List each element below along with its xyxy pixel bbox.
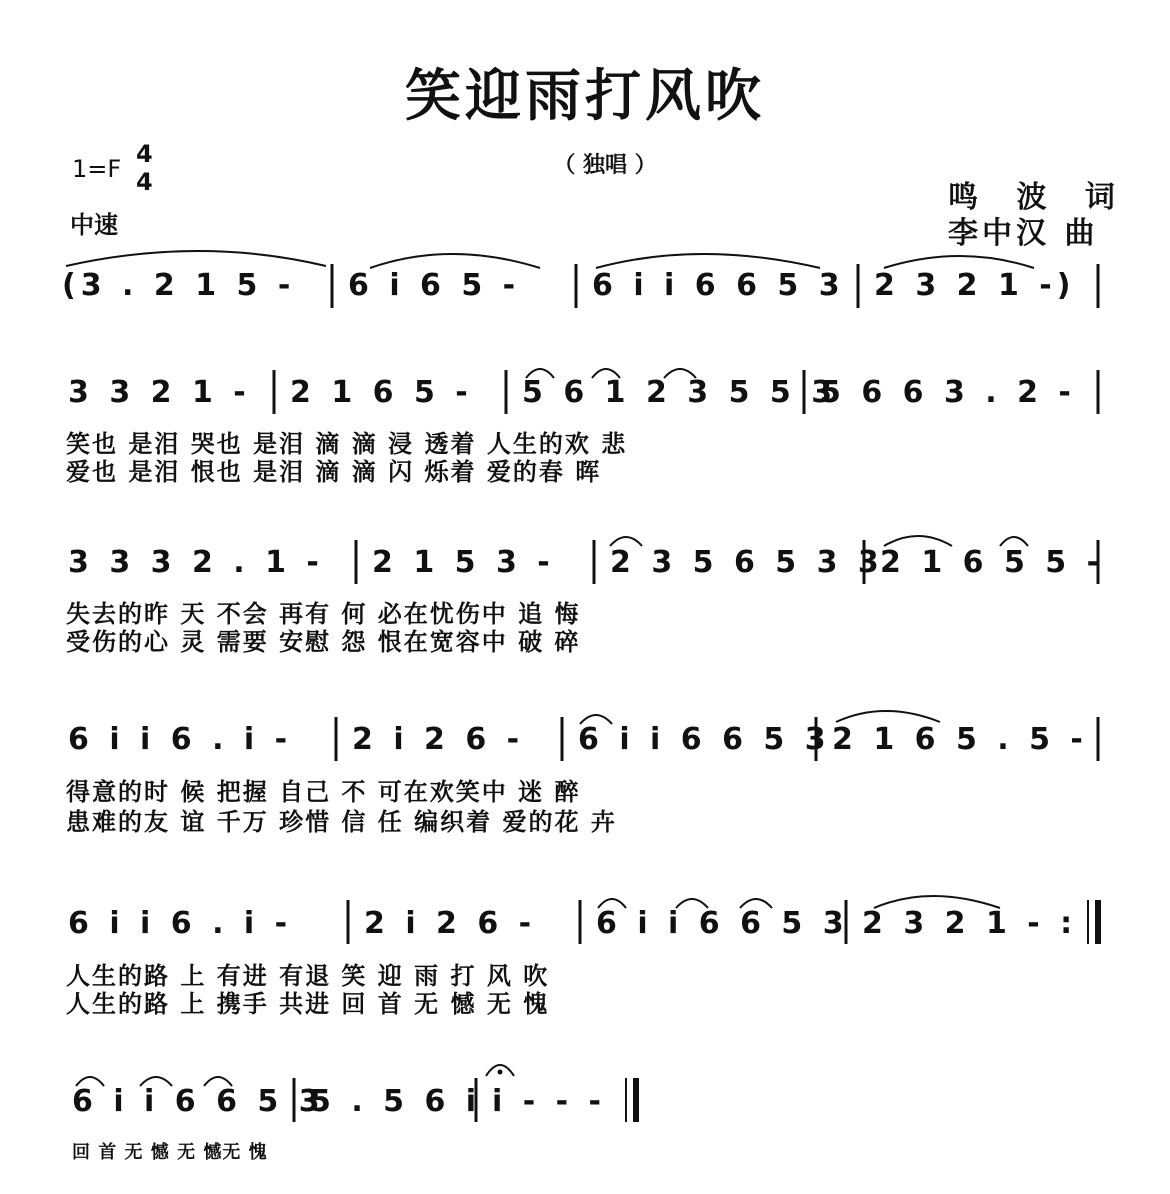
fermata-dot [498,1070,503,1075]
measure: 5 . 5 6 i [310,1084,482,1119]
lyric-line-1: 人生的路 上 有进 有退 笑 迎 雨 打 风 吹 [66,961,550,990]
time-signature-bottom: 4 [136,168,153,196]
bar-lines [274,264,1098,1122]
lyric-line-2: 爱也 是泪 恨也 是泪 滴 滴 闪 烁着 爱的春 晖 [66,457,602,486]
measure: 2 3 5 6 5 3 3 [610,545,884,580]
final-barline [626,1078,636,1122]
slur [596,254,820,268]
slur [664,369,696,378]
slur [610,537,642,546]
song-title: 笑迎雨打风吹 [405,63,765,129]
slur [204,1077,232,1086]
slur [676,899,708,908]
slurs [66,251,1034,1086]
measure: 6 i i 6 . i - [68,906,293,941]
measure: 2 1 6 5 5 - [880,545,1105,580]
measure: i - - - [492,1084,606,1119]
measure: 3 3 2 1 - [68,375,251,410]
measure: 6 i i 6 6 5 3 [592,268,845,303]
repeat-end-barline [1088,900,1098,944]
slur [370,254,540,268]
key-signature: 1=F [72,155,122,183]
slur [66,251,326,266]
time-signature-top: 4 [136,140,153,168]
measure: 6 i i 6 . i - [68,722,293,757]
composer-credit: 李中汉 曲 [948,216,1099,251]
slur [884,256,1034,268]
lyric-line-2: 人生的路 上 携手 共进 回 首 无 憾 无 愧 [66,989,550,1018]
lyric-line-1: 失去的昨 天 不会 再有 何 必在忧伤中 追 悔 [66,599,581,628]
lyric-line-1: 回 首 无 憾 无 憾无 愧 [72,1142,268,1163]
measure: 6 i 6 5 - [348,268,521,303]
slur [526,369,554,378]
measure: 3 3 3 2 . 1 - [68,545,324,580]
slur [1000,537,1028,546]
slur [580,715,612,724]
measure: 2 1 6 5 - [290,375,473,410]
slur [598,899,626,908]
measure: 2 1 6 5 . 5 - [832,722,1088,757]
measure: 6 i i 6 6 5 3 [578,722,831,757]
measure: 2 i 2 6 - [352,722,525,757]
measure: (3 . 2 1 5 - [62,268,296,303]
measure: 6 i i 6 6 5 3 [596,906,849,941]
measure: 6 i i 6 6 5 3 [72,1084,325,1119]
slur [884,536,952,546]
slur [140,1077,172,1086]
slur [740,899,772,908]
slur [874,896,1000,908]
slur [76,1077,104,1086]
lyric-line-1: 得意的时 候 把握 自己 不 可在欢笑中 迷 醉 [66,777,581,806]
lyric-line-2: 受伤的心 灵 需要 安慰 怨 恨在宽容中 破 碎 [66,627,581,656]
lyricist-credit: 鸣 波 词 [948,180,1129,215]
measure: 5 6 6 3 . 2 - [820,375,1076,410]
lyric-line-1: 笑也 是泪 哭也 是泪 滴 滴 浸 透着 人生的欢 悲 [66,429,628,458]
tempo-marking: 中速 [70,211,118,239]
lyric-line-2: 患难的友 谊 千万 珍惜 信 任 编织着 爱的花 卉 [66,807,617,836]
slur [836,711,940,722]
measure: 2 1 5 3 - [372,545,555,580]
measure: 2 i 2 6 - [364,906,537,941]
measure: 2 3 2 1 - : [862,906,1078,941]
measure: 5 6 1 2 3 5 5 3 [522,375,838,410]
performance-form: （ 独唱 ） [553,153,657,178]
measure: 2 3 2 1 -) [874,268,1076,303]
slur [592,369,620,378]
